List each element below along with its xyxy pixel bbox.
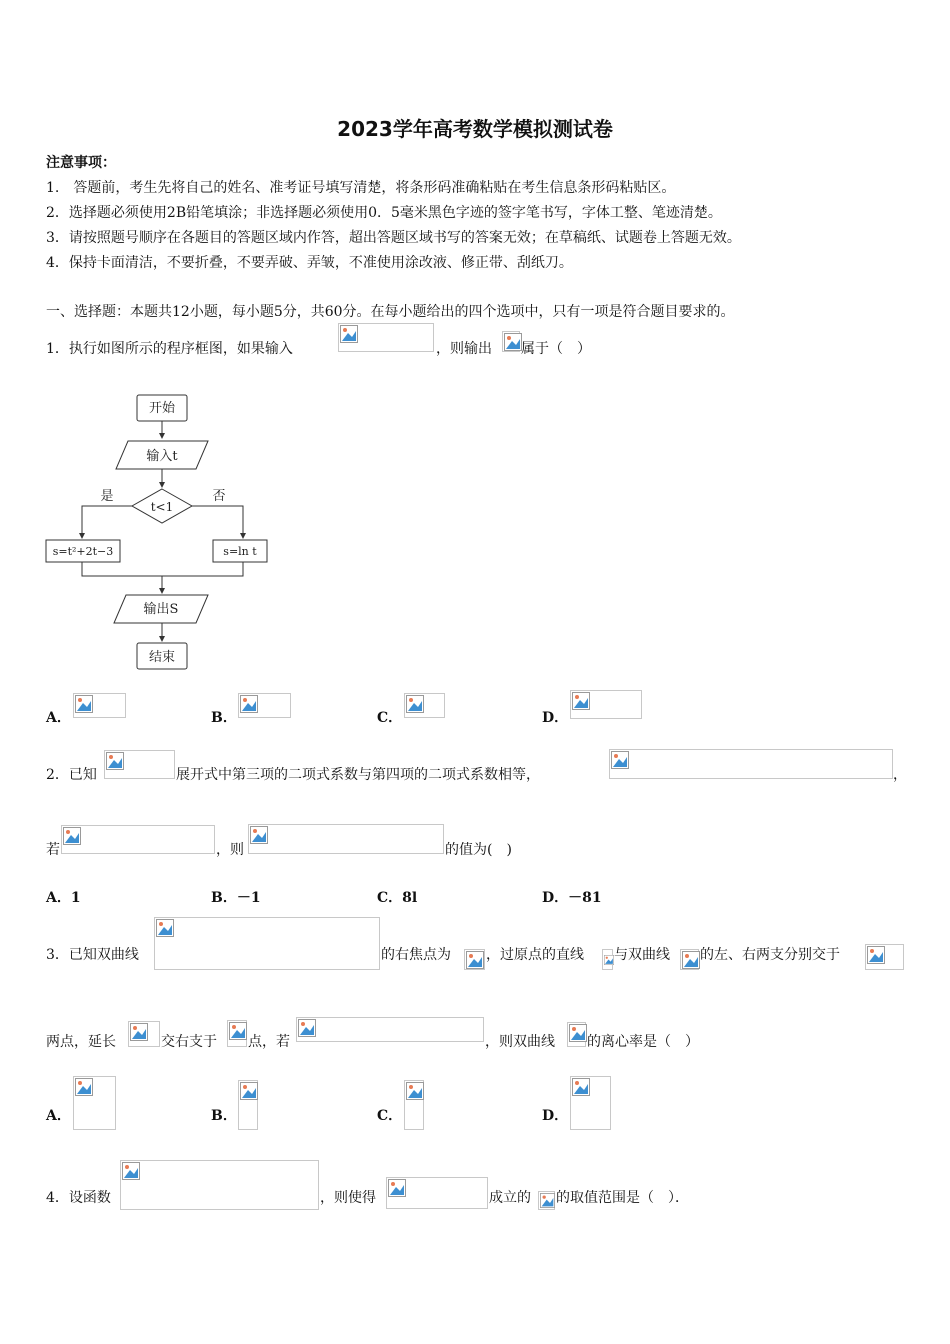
q3-option-b-image bbox=[238, 1080, 258, 1130]
q3-text-7: 交右支于 bbox=[161, 1034, 217, 1050]
flow-yes-label: 是 bbox=[100, 489, 114, 504]
broken-image-icon bbox=[122, 1162, 140, 1180]
broken-image-icon bbox=[572, 1078, 590, 1096]
q3-text-6: 两点，延长 bbox=[46, 1034, 116, 1050]
q2-formula-image-2 bbox=[609, 749, 893, 779]
q4-text-2: ，则使得 bbox=[320, 1190, 376, 1206]
flow-end-label: 结束 bbox=[148, 650, 176, 665]
notice-item-1: 1. 答题前，考生先将自己的姓名、准考证号填写清楚，将条形码准确粘贴在考生信息条形码粘贴区。 bbox=[46, 180, 676, 196]
q3-option-d: D． bbox=[542, 1108, 569, 1124]
q4-text-3: 成立的 bbox=[489, 1190, 531, 1206]
q1-option-b: B． bbox=[211, 710, 237, 726]
q1-option-b-image bbox=[238, 693, 291, 718]
broken-image-icon bbox=[340, 325, 358, 343]
q4-formula-image-1 bbox=[120, 1160, 319, 1210]
notice-item-4: 4．保持卡面清洁，不要折叠，不要弄破、弄皱，不准使用涂改液、修正带、刮纸刀。 bbox=[46, 255, 573, 271]
broken-image-icon bbox=[406, 1082, 424, 1100]
q3-text-10: 的离心率是（ ） bbox=[587, 1034, 699, 1050]
q4-text-1: 4．设函数 bbox=[46, 1190, 111, 1206]
broken-image-icon bbox=[75, 1078, 93, 1096]
flow-input-label: 输入t bbox=[146, 449, 178, 464]
q2-formula-image-1 bbox=[104, 750, 175, 779]
q3-option-a-image bbox=[73, 1076, 116, 1130]
broken-image-icon bbox=[75, 695, 93, 713]
flow-no-label: 否 bbox=[212, 489, 226, 504]
broken-image-icon bbox=[229, 1022, 247, 1040]
q3-p-image bbox=[227, 1020, 247, 1047]
q3-option-b: B． bbox=[211, 1108, 237, 1124]
q4-x-image bbox=[538, 1191, 555, 1210]
q1-text-1: 1．执行如图所示的程序框图，如果输入 bbox=[46, 341, 293, 357]
broken-image-icon bbox=[298, 1019, 316, 1037]
broken-image-icon bbox=[156, 919, 174, 937]
q1-option-a: A． bbox=[46, 710, 71, 726]
notice-item-3: 3．请按照题号顺序在各题目的答题区域内作答，超出答题区域书写的答案无效；在草稿纸、试题卷上答题无效。 bbox=[46, 230, 741, 246]
q2-text-6: 的值为( ) bbox=[445, 842, 512, 858]
q2-option-c: C．8l bbox=[377, 890, 418, 906]
q2-text-5: ，则 bbox=[216, 842, 244, 858]
section-heading: 一、选择题：本题共12小题，每小题5分，共60分。在每小题给出的四个选项中，只有一项是符合题目要求的。 bbox=[46, 304, 735, 320]
q1-text-2: ，则输出 bbox=[436, 341, 492, 357]
q3-text-8: 点，若 bbox=[248, 1034, 290, 1050]
broken-image-icon bbox=[682, 951, 700, 969]
q3-l-image bbox=[602, 949, 613, 970]
broken-image-icon bbox=[130, 1023, 148, 1041]
q3-option-d-image bbox=[570, 1076, 611, 1130]
broken-image-icon bbox=[572, 692, 590, 710]
broken-image-icon bbox=[106, 752, 124, 770]
flow-right-label: s=ln t bbox=[223, 545, 257, 558]
q3-c-image-2 bbox=[567, 1022, 586, 1047]
q1-text-3: 属于（ ） bbox=[521, 341, 591, 357]
broken-image-icon bbox=[240, 1082, 258, 1100]
q3-option-c: C． bbox=[377, 1108, 403, 1124]
q3-ab-image bbox=[865, 944, 904, 970]
broken-image-icon bbox=[867, 946, 885, 964]
broken-image-icon bbox=[604, 951, 614, 969]
q1-s-image bbox=[502, 331, 520, 352]
q1-option-c-image bbox=[404, 693, 445, 718]
broken-image-icon bbox=[569, 1024, 587, 1042]
q1-option-d-image bbox=[570, 690, 642, 719]
q3-text-1: 3．已知双曲线 bbox=[46, 947, 139, 963]
broken-image-icon bbox=[504, 333, 522, 351]
q3-text-9: ，则双曲线 bbox=[485, 1034, 555, 1050]
flow-start-label: 开始 bbox=[148, 401, 176, 416]
notice-heading: 注意事项： bbox=[46, 155, 116, 171]
q3-c-image bbox=[680, 949, 699, 970]
q2-option-d: D．－81 bbox=[542, 890, 602, 906]
q1-option-c: C． bbox=[377, 710, 403, 726]
broken-image-icon bbox=[406, 695, 424, 713]
q2-option-a: A．1 bbox=[46, 890, 81, 906]
q3-formula-image-2 bbox=[296, 1017, 484, 1042]
page-title: 2023学年高考数学模拟测试卷 bbox=[337, 117, 613, 141]
broken-image-icon bbox=[240, 695, 258, 713]
q3-text-3: ，过原点的直线 bbox=[486, 947, 584, 963]
q2-text-2: 展开式中第三项的二项式系数与第四项的二项式系数相等， bbox=[176, 767, 540, 783]
q2-text-3: ， bbox=[893, 767, 907, 783]
q3-option-c-image bbox=[404, 1080, 424, 1130]
broken-image-icon bbox=[388, 1179, 406, 1197]
flow-output-label: 输出S bbox=[143, 602, 179, 617]
q3-text-2: 的右焦点为 bbox=[381, 947, 451, 963]
q2-formula-image-4 bbox=[248, 824, 444, 854]
broken-image-icon bbox=[611, 751, 629, 769]
q2-option-b: B．－1 bbox=[211, 890, 261, 906]
q3-formula-image-1 bbox=[154, 917, 380, 970]
broken-image-icon bbox=[250, 826, 268, 844]
q1-option-d: D． bbox=[542, 710, 569, 726]
flow-cond-label: t<1 bbox=[150, 500, 174, 514]
q1-formula-image bbox=[338, 323, 434, 352]
broken-image-icon bbox=[63, 827, 81, 845]
q3-text-5: 的左、右两支分别交于 bbox=[700, 947, 840, 963]
q2-text-4: 若 bbox=[46, 842, 60, 858]
broken-image-icon bbox=[540, 1193, 555, 1208]
broken-image-icon bbox=[466, 951, 484, 969]
q3-option-a: A． bbox=[46, 1108, 71, 1124]
q3-f-image bbox=[464, 949, 485, 970]
flowchart bbox=[40, 388, 280, 678]
q3-text-4: 与双曲线 bbox=[614, 947, 670, 963]
q2-formula-image-3 bbox=[61, 825, 215, 854]
flow-left-label: s=t²+2t−3 bbox=[52, 545, 114, 558]
q3-af-image bbox=[128, 1021, 160, 1047]
q4-formula-image-2 bbox=[386, 1177, 488, 1209]
notice-item-2: 2．选择题必须使用2B铅笔填涂；非选择题必须使用0．5毫米黑色字迹的签字笔书写，字体工整、笔迹清楚。 bbox=[46, 205, 722, 221]
q1-option-a-image bbox=[73, 693, 126, 718]
q4-text-4: 的取值范围是（ ）． bbox=[556, 1190, 689, 1206]
q2-text-1: 2．已知 bbox=[46, 767, 97, 783]
